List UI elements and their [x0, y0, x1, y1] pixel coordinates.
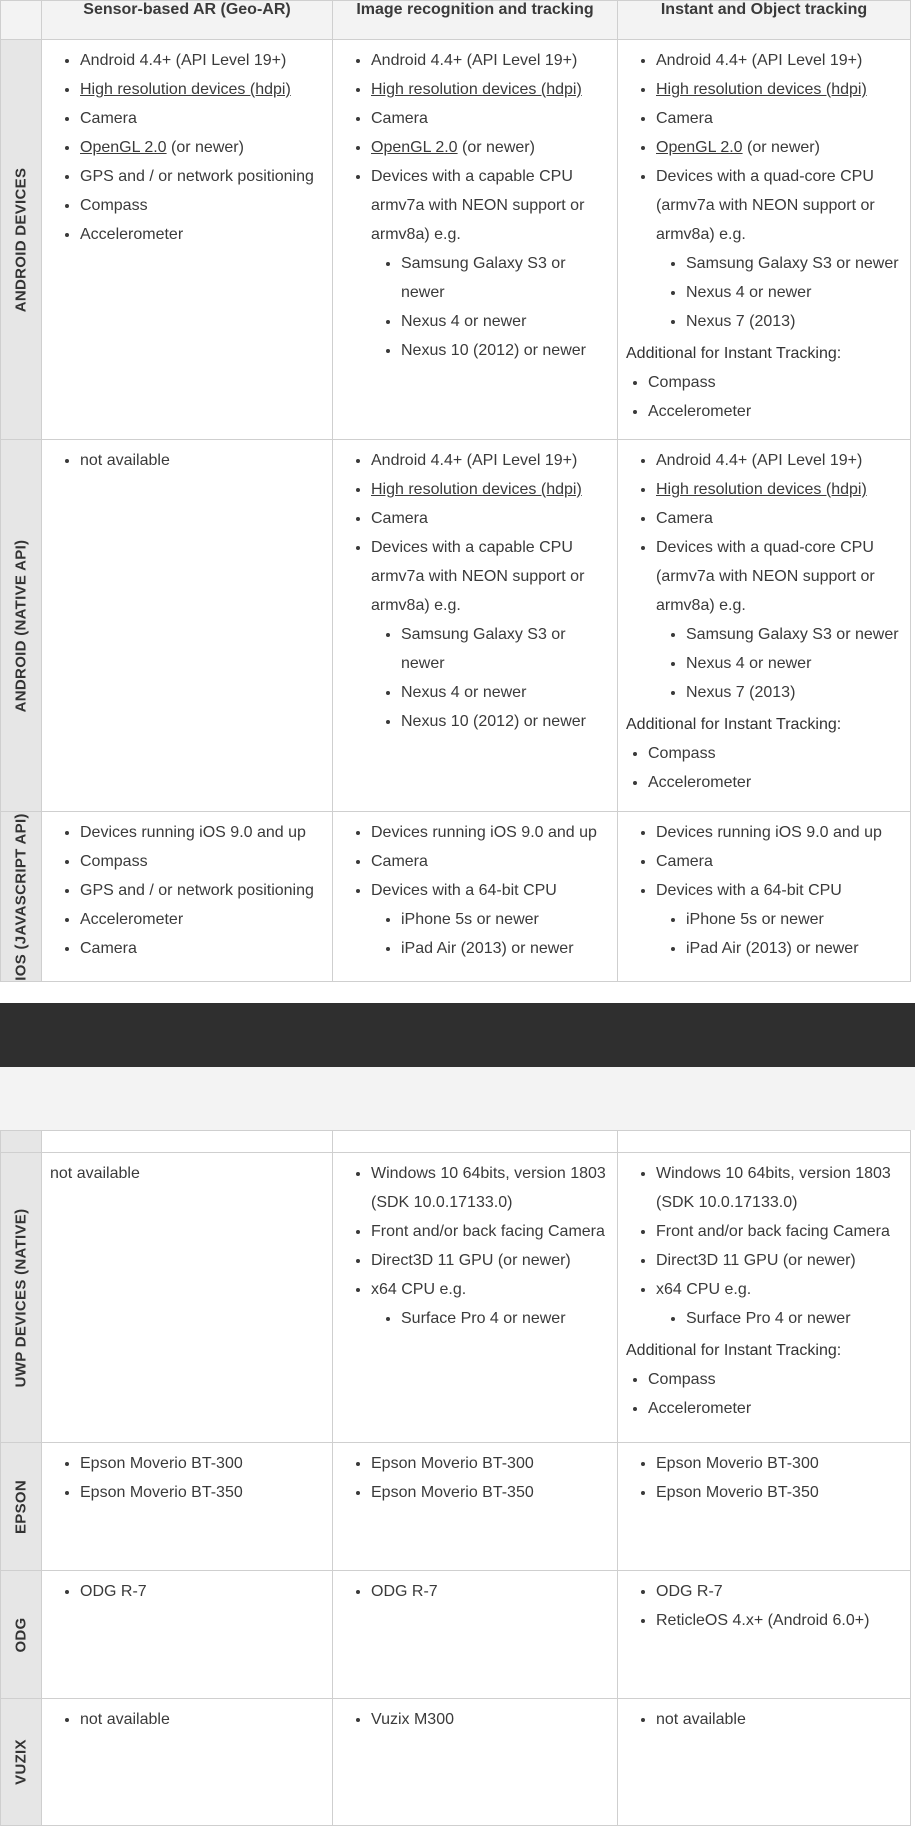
section-label-epson: EPSON: [1, 1443, 42, 1571]
list-item: • not available: [80, 1705, 324, 1734]
list-item: • Nexus 4 or newer: [686, 278, 902, 307]
cell-odg-image: [333, 1571, 618, 1699]
list-item: • Accelerometer: [648, 397, 902, 426]
list-item: • Camera: [656, 847, 902, 876]
list-item: • Samsung Galaxy S3 or newer: [401, 249, 609, 307]
cell-odg-instant: [618, 1571, 911, 1699]
list-item: • ReticleOS 4.x+ (Android 6.0+): [656, 1606, 902, 1635]
table-row: [1, 1571, 911, 1699]
list-item: • Camera: [371, 104, 609, 133]
list-item: • Android 4.4+ (API Level 19+): [371, 446, 609, 475]
hdpi-link[interactable]: High resolution devices (hdpi): [656, 81, 867, 98]
list-item: • Accelerometer: [648, 1394, 902, 1423]
dark-separator-band: [0, 1003, 915, 1067]
list-item: • Samsung Galaxy S3 or newer: [686, 620, 902, 649]
list-item: • Compass: [80, 847, 324, 876]
list-item: • Windows 10 64bits, version 1803 (SDK 10.0.17133.0): [371, 1159, 609, 1217]
list-item: • Devices running iOS 9.0 and up: [371, 818, 609, 847]
list-item: • Android 4.4+ (API Level 19+): [80, 46, 324, 75]
cell-odg-geo: [42, 1571, 333, 1699]
cell-uwp-geo: [42, 1153, 333, 1443]
list-item: • Windows 10 64bits, version 1803 (SDK 10.0.17133.0): [656, 1159, 902, 1217]
cell-ios-geo: [42, 812, 333, 982]
list-item: • Accelerometer: [80, 905, 324, 934]
list-item: • Android 4.4+ (API Level 19+): [656, 446, 902, 475]
list-item: • Direct3D 11 GPU (or newer): [371, 1246, 609, 1275]
list-item: • Surface Pro 4 or newer: [401, 1304, 609, 1333]
list-item: • Devices running iOS 9.0 and up: [80, 818, 324, 847]
list-item: • Nexus 10 (2012) or newer: [401, 336, 609, 365]
list-item: • Compass: [648, 739, 902, 768]
list-item: • Epson Moverio BT-350: [371, 1478, 609, 1507]
list-item: • Surface Pro 4 or newer: [686, 1304, 902, 1333]
list-item: • Devices running iOS 9.0 and up: [656, 818, 902, 847]
header-instant-object: Instant and Object tracking: [618, 1, 911, 40]
list-item: • Nexus 10 (2012) or newer: [401, 707, 609, 736]
cell-android-instant: • Android 4.4+ (API Level 19+) • High resolution devices (hdpi) • Camera • OpenGL 2.0 (or newer) • Devices with a quad-core CPU (armv7a with NEON support or armv8a) e.g. • Samsung Galaxy S3 or newer • Nexus 4 or newer • Nexus 7 (2013) Additional for Instant Tracking: • Compass • Accelerometer: [618, 40, 911, 440]
list-item: • Nexus 4 or newer: [686, 649, 902, 678]
cell-native-image: • Android 4.4+ (API Level 19+) • High resolution devices (hdpi) • Camera • Devices with a capable CPU armv7a with NEON support or armv8a) e.g. • Samsung Galaxy S3 or newer • Nexus 4 or newer • Nexus 10 (2012) or newer: [333, 440, 618, 812]
list-item: • Camera: [371, 504, 609, 533]
cell-ios-instant: • Devices running iOS 9.0 and up • Camera • Devices with a 64-bit CPU • iPhone 5s or newer • iPad Air (2013) or newer: [618, 812, 911, 982]
cell-uwp-instant: • Windows 10 64bits, version 1803 (SDK 10.0.17133.0) • Front and/or back facing Camera • Direct3D 11 GPU (or newer) • x64 CPU e.g. • Surface Pro 4 or newer Additional for Instant Tracking: • Compass • Accelerometer: [618, 1153, 911, 1443]
list-item: • Nexus 4 or newer: [401, 307, 609, 336]
list-item: • Front and/or back facing Camera: [656, 1217, 902, 1246]
list-item: • Android 4.4+ (API Level 19+): [656, 46, 902, 75]
header-image-recognition: Image recognition and tracking: [333, 1, 618, 40]
list-item: • Epson Moverio BT-300: [656, 1449, 902, 1478]
table-header-row: [1, 1, 911, 40]
additional-heading: Additional for Instant Tracking:: [626, 716, 842, 733]
section-label-android: ANDROID DEVICES: [1, 40, 42, 440]
list-item: • Front and/or back facing Camera: [371, 1217, 609, 1246]
cell-ios-image: • Devices running iOS 9.0 and up • Camera • Devices with a 64-bit CPU • iPhone 5s or newer • iPad Air (2013) or newer: [333, 812, 618, 982]
cell-epson-image: [333, 1443, 618, 1571]
hdpi-link[interactable]: High resolution devices (hdpi): [656, 481, 867, 498]
list-item: • Camera: [656, 104, 902, 133]
additional-heading: Additional for Instant Tracking:: [626, 345, 842, 362]
opengl-link[interactable]: OpenGL 2.0: [371, 139, 458, 156]
list-item: • Samsung Galaxy S3 or newer: [686, 249, 902, 278]
table-row: [1, 440, 911, 812]
list-item: • iPhone 5s or newer: [401, 905, 609, 934]
table-row: [1, 40, 911, 440]
section-label-android-native: ANDROID (NATIVE API): [1, 440, 42, 812]
light-separator-band: [0, 1067, 915, 1130]
cell-native-geo: [42, 440, 333, 812]
list-item: • iPhone 5s or newer: [686, 905, 902, 934]
list-item: • Nexus 7 (2013): [686, 307, 902, 336]
table-row: [1, 812, 911, 982]
cell-epson-geo: [42, 1443, 333, 1571]
list-item: not available: [50, 1165, 140, 1182]
list-item: • Epson Moverio BT-300: [80, 1449, 324, 1478]
list-item: • ODG R-7: [80, 1577, 324, 1606]
corner-cell: [1, 1, 42, 40]
list-item: • Compass: [648, 1365, 902, 1394]
table-row: [1, 1153, 911, 1443]
cell-vuzix-image: [333, 1699, 618, 1826]
list-item: • GPS and / or network positioning: [80, 162, 324, 191]
list-item: • iPad Air (2013) or newer: [686, 934, 902, 963]
list-item: • Accelerometer: [648, 768, 902, 797]
list-item: • Android 4.4+ (API Level 19+): [371, 46, 609, 75]
list-item: • Camera: [80, 934, 324, 963]
list-item: • Direct3D 11 GPU (or newer): [656, 1246, 902, 1275]
list-item: • Epson Moverio BT-300: [371, 1449, 609, 1478]
list-item: • Epson Moverio BT-350: [656, 1478, 902, 1507]
hdpi-link[interactable]: High resolution devices (hdpi): [371, 81, 582, 98]
cell-android-geo: • Android 4.4+ (API Level 19+) • High resolution devices (hdpi) • Camera • OpenGL 2.0 (or newer) • GPS and / or network positioning • Compass • Accelerometer: [42, 40, 333, 440]
list-item: • Vuzix M300: [371, 1705, 609, 1734]
list-item: • Camera: [80, 104, 324, 133]
hdpi-link[interactable]: High resolution devices (hdpi): [80, 81, 291, 98]
opengl-link[interactable]: OpenGL 2.0: [80, 139, 167, 156]
list-item: • Camera: [371, 847, 609, 876]
header-geo-ar: Sensor-based AR (Geo-AR): [42, 1, 333, 40]
list-item: • Nexus 7 (2013): [686, 678, 902, 707]
hdpi-link[interactable]: High resolution devices (hdpi): [371, 481, 582, 498]
opengl-link[interactable]: OpenGL 2.0: [656, 139, 743, 156]
table-row: [1, 1443, 911, 1571]
list-item: • iPad Air (2013) or newer: [401, 934, 609, 963]
list-item: • GPS and / or network positioning: [80, 876, 324, 905]
section-label-ios-js: IOS (JAVASCRIPT API): [1, 812, 42, 982]
list-item: • Compass: [648, 368, 902, 397]
cell-native-instant: • Android 4.4+ (API Level 19+) • High resolution devices (hdpi) • Camera • Devices with a quad-core CPU (armv7a with NEON support or armv8a) e.g. • Samsung Galaxy S3 or newer • Nexus 4 or newer • Nexus 7 (2013) Additional for Instant Tracking: • Compass • Accelerometer: [618, 440, 911, 812]
list-item: • Epson Moverio BT-350: [80, 1478, 324, 1507]
list-item: • Samsung Galaxy S3 or newer: [401, 620, 609, 678]
table-row: [1, 1131, 911, 1153]
list-item: • not available: [80, 446, 324, 475]
cell-epson-instant: [618, 1443, 911, 1571]
list-item: • Nexus 4 or newer: [401, 678, 609, 707]
cell-vuzix-instant: [618, 1699, 911, 1826]
list-item: • ODG R-7: [371, 1577, 609, 1606]
section-label-odg: ODG: [1, 1571, 42, 1699]
section-label-uwp: UWP DEVICES (NATIVE): [1, 1153, 42, 1443]
additional-heading: Additional for Instant Tracking:: [626, 1342, 842, 1359]
list-item: • Accelerometer: [80, 220, 324, 249]
list-item: • not available: [656, 1705, 902, 1734]
cell-uwp-image: • Windows 10 64bits, version 1803 (SDK 10.0.17133.0) • Front and/or back facing Camera • Direct3D 11 GPU (or newer) • x64 CPU e.g. • Surface Pro 4 or newer: [333, 1153, 618, 1443]
cell-android-image: • Android 4.4+ (API Level 19+) • High resolution devices (hdpi) • Camera • OpenGL 2.0 (or newer) • Devices with a capable CPU armv7a with NEON support or armv8a) e.g. • Samsung Galaxy S3 or newer • Nexus 4 or newer • Nexus 10 (2012) or newer: [333, 40, 618, 440]
list-item: • Compass: [80, 191, 324, 220]
section-label-vuzix: VUZIX: [1, 1699, 42, 1826]
cell-vuzix-geo: [42, 1699, 333, 1826]
requirements-table-bottom: [0, 1130, 911, 1826]
list-item: • Camera: [656, 504, 902, 533]
list-item: • ODG R-7: [656, 1577, 902, 1606]
table-row: [1, 1699, 911, 1826]
